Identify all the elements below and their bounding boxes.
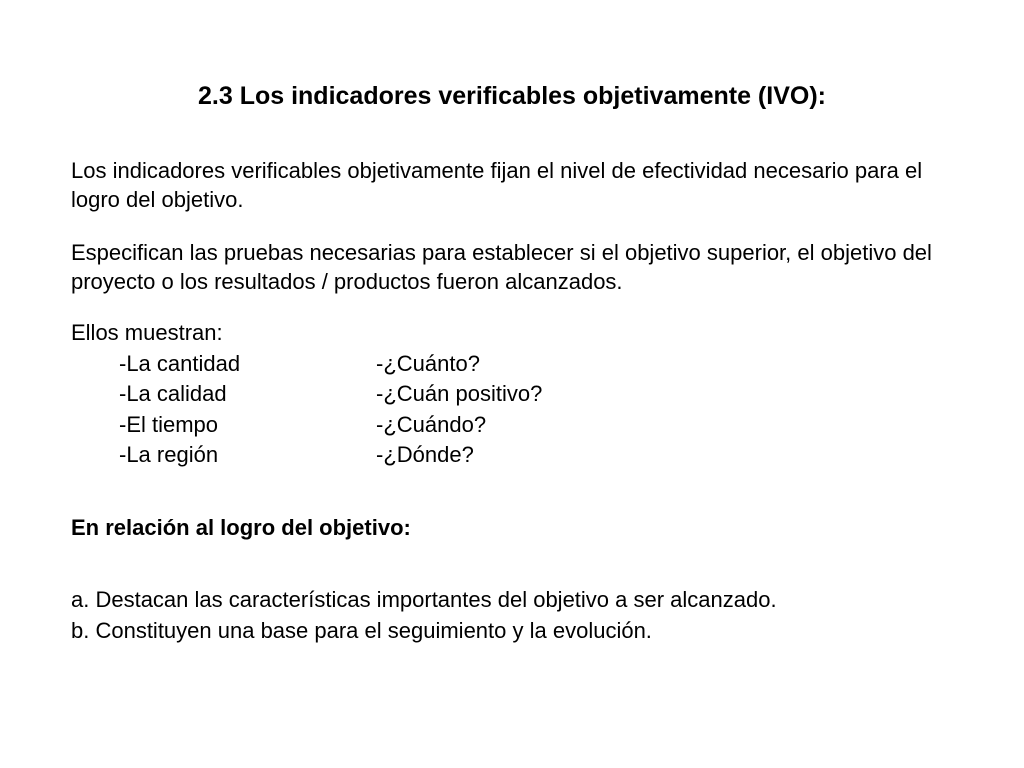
section-subheading: En relación al logro del objetivo: bbox=[71, 515, 411, 540]
list-item-question: -¿Cuándo? bbox=[376, 411, 487, 437]
objective-items bbox=[71, 585, 971, 646]
slide-title: 2.3 Los indicadores verificables objetivamente (IVO): bbox=[198, 82, 826, 110]
objective-item: a. Destacan las características importantes del objetivo a ser alcanzado. bbox=[71, 587, 777, 612]
paragraph-specification: Especifican las pruebas necesarias para establecer si el objetivo superior, el objetivo del proyecto o los resultados / productos fueron alcanzados. bbox=[71, 240, 932, 294]
list-item bbox=[71, 349, 971, 380]
paragraph-definition: Los indicadores verificables objetivamente fijan el nivel de efectividad necesario para el logro del objetivo. bbox=[71, 158, 923, 212]
list-item-aspect: -La cantidad bbox=[119, 350, 241, 376]
list-item-aspect: -El tiempo bbox=[119, 411, 219, 437]
list-item-question: -¿Dónde? bbox=[376, 442, 474, 467]
list-item-aspect: -La región bbox=[119, 442, 219, 467]
indicator-list bbox=[71, 318, 971, 471]
list-item-aspect: -La calidad bbox=[119, 381, 227, 406]
list-item-question: -¿Cuánto? bbox=[376, 350, 480, 376]
list-item-question: -¿Cuán positivo? bbox=[376, 381, 543, 406]
objective-item: b. Constituyen una base para el seguimiento y la evolución. bbox=[71, 617, 652, 643]
list-item bbox=[71, 440, 971, 471]
list-item bbox=[71, 410, 971, 441]
list-intro: Ellos muestran: bbox=[71, 320, 223, 345]
list-item bbox=[71, 379, 971, 410]
